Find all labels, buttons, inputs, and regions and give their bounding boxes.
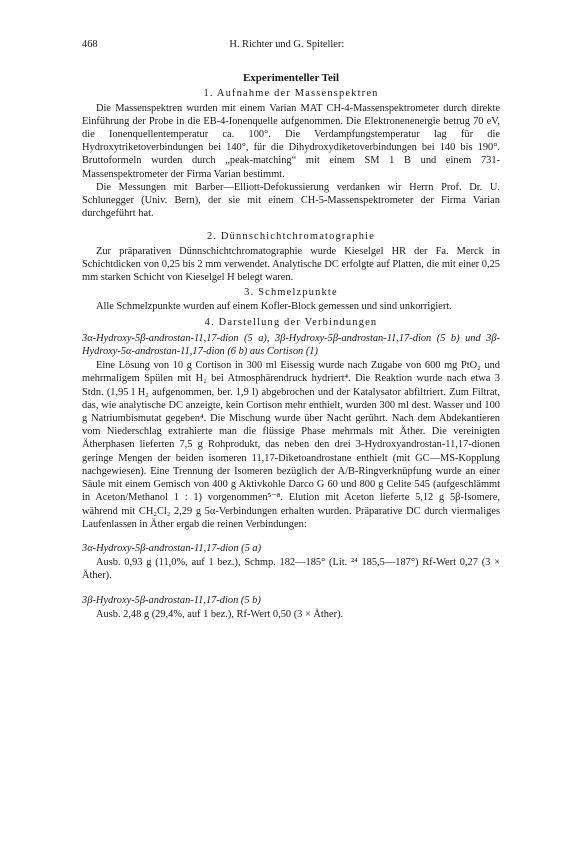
section-title: Experimenteller Teil — [242, 72, 340, 85]
subsection-heading-2: 2. Dünnschichtchromatographie — [206, 231, 376, 243]
page-header — [82, 38, 500, 51]
compound-data-5a: Ausb. 0,93 g (11,0%, auf 1 bez.), Schmp. 182—185° (Lit. ²⁴ 185,5—187°) Rf-Wert 0,27 (3 × Äther). — [82, 557, 500, 582]
compound-title-5b: 3β-Hydroxy-5β-androstan-11,17-dion (5 b) — [82, 594, 261, 606]
running-head: H. Richter und G. Spiteller: — [229, 39, 345, 50]
compound-data-5b: Ausb. 2,48 g (29,4%, auf 1 bez.), Rf-Wert 0,50 (3 × Äther). — [96, 608, 344, 620]
paragraph-acknowledgement: Die Messungen mit Barber—Elliott-Defokussierung verdanken wir Herrn Prof. Dr. U. Schlunegger (Univ. Bern), der sie mit einem CH-5-Massenspektrometer der Firma Varian durchgeführt hat. — [82, 181, 500, 220]
subsection-heading-3: 3. Schmelzpunkte — [244, 287, 338, 299]
page-number: 468 — [82, 39, 98, 50]
paragraph-tlc: Zur präparativen Dünnschichtchromatographie wurde Kieselgel HR der Fa. Merck in Schichtdicken von 0,25 bis 2 mm verwendet. Analytische DC erfolgte auf Platten, die mit einer 0,25 mm starken Schicht von Kieselgel H belegt waren. — [82, 245, 500, 284]
paragraph-mass-spectra: Die Massenspektren wurden mit einem Varian MAT CH-4-Massenspektrometer durch direkte Einführung der Probe in die EB-4-Ionenquelle aufgenommen. Die Elektronenenergie betrug 70 eV, die Ionenquellentemperatur ca. 100°. Die Verdampfungstemperatur lag für die Hydroxytriketoverbindungen bei 140°, für die Dihydroxydiketoverbindungen bei 140 bis 190°. Bruttoformeln wurden durch „peak-matching“ mit einem SM 1 B und einem 731-Massenspektrometer der Firma Varian bestimmt. — [82, 102, 500, 180]
compound-group-title: 3α-Hydroxy-5β-androstan-11,17-dion (5 a), 3β-Hydroxy-5β-androstan-11,17-dion (5 b) und 3β-Hydroxy-5α-androstan-11,17-dion (6 b) aus Cortison (1) — [82, 332, 500, 358]
paragraph-procedure: Eine Lösung von 10 g Cortison in 300 ml Eisessig wurde nach Zugabe von 600 mg PtO₂ und mehrmaligem Spülen mit H₂ bei Atmosphärendruck hydriert⁴. Die Reaktion wurde nach etwa 3 Stdn. (1,95 l H₂ aufgenommen, ber. 1,9 l) abgebrochen und der Katalysator abfiltriert. Zum Filtrat, das, wie analytische DC anzeigte, kein Cortison mehr enthielt, wurden 300 ml dest. Wasser und 100 g Natriumbismutat gegeben⁴. Die Mischung wurde über Nacht gerührt. Nach dem Abdekantieren vom Niederschlag extrahierte man die flüssige Phase mehrmals mit Äther. Die vereinigten Ätherphasen lieferten 7,5 g Rohprodukt, das neben den drei 3-Hydroxyandrostan-11,17-dionen geringe Mengen der beiden isomeren 11,17-Diketoandrostane enthielt (mit GC—MS-Kopplung nachgewiesen). Eine Trennung der Isomeren bezüglich der A/B-Ringverknüpfung wurde an einer Säule mit einem Gemisch von 400 g Aktivkohle Darco G 60 und 800 g Celite 545 (aufgeschlämmt in Aceton/Methanol 1 : 1) vorgenommen⁵⁻⁸. Elution mit Aceton lieferte 5,12 g 5β-Isomere, während mit CH₂Cl₂ 2,29 g 5α-Verbindungen erhalten wurden. Präparative DC durch viermaliges Laufenlassen in Äther ergab die reinen Verbindungen: — [82, 360, 500, 530]
compound-title-5a: 3α-Hydroxy-5β-androstan-11,17-dion (5 a) — [82, 542, 262, 554]
paragraph-melting-points: Alle Schmelzpunkte wurden auf einem Kofler-Block gemessen und sind unkorrigiert. — [96, 301, 452, 313]
subsection-heading-1: 1. Aufnahme der Massenspektren — [203, 88, 379, 100]
subsection-heading-4: 4. Darstellung der Verbindungen — [204, 316, 378, 328]
